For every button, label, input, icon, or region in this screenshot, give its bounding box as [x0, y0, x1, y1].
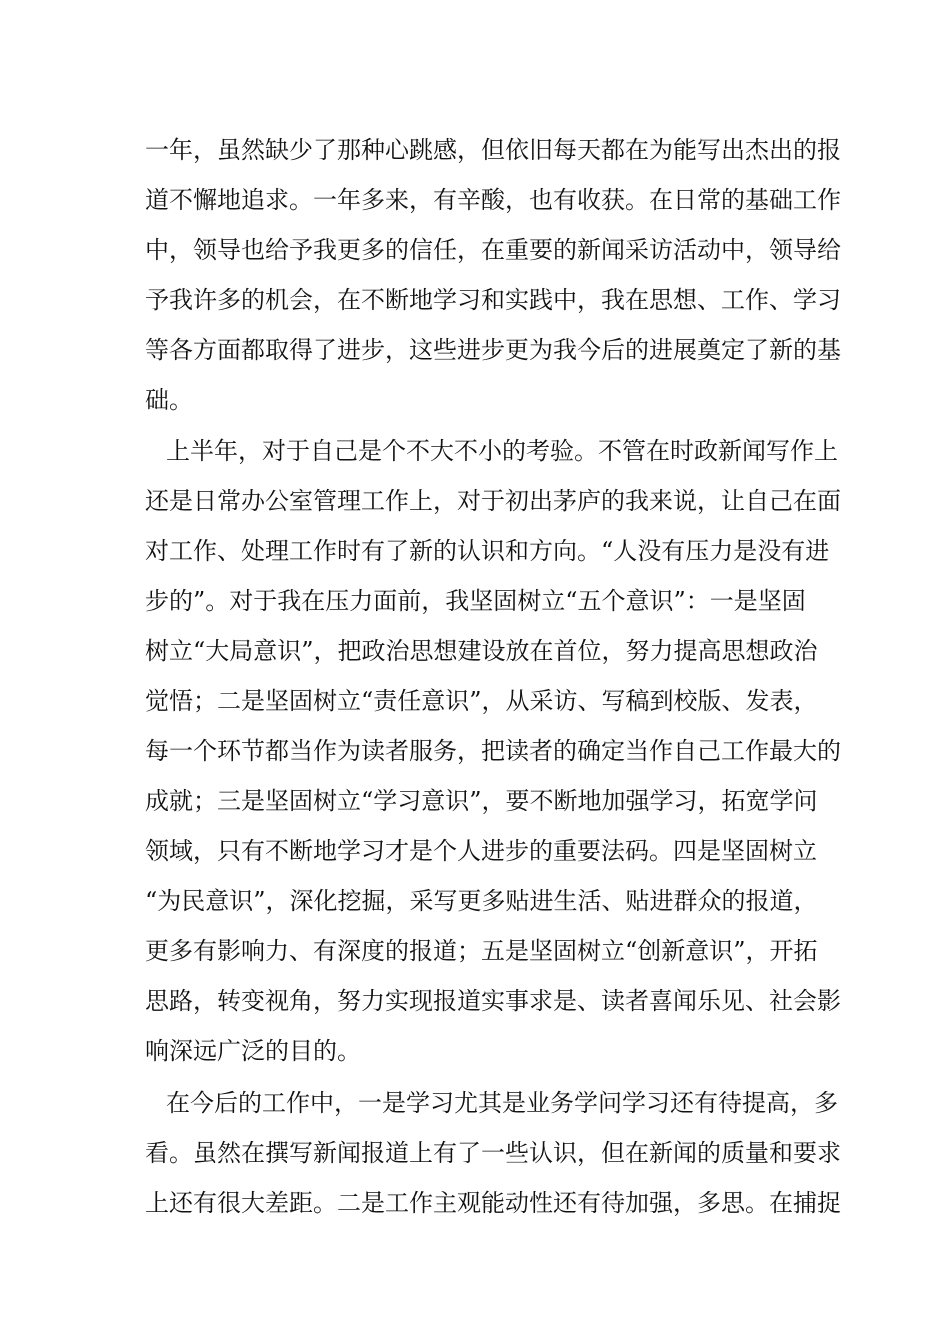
paragraph-first-line: 在今后的工作中，一是学习尤其是业务学问学习还有待提高，多: [166, 1089, 838, 1117]
text-line: 更多有影响力、有深度的报道；五是坚固树立“创新意识”，开拓: [145, 937, 818, 965]
text-line: 上还有很大差距。二是工作主观能动性还有待加强，多思。在捕捉: [145, 1189, 841, 1217]
paragraph-first-line: 上半年，对于自己是个不大不小的考验。不管在时政新闻写作上: [166, 437, 838, 465]
text-line: 每一个环节都当作为读者服务，把读者的确定当作自己工作最大的: [145, 737, 841, 765]
text-line: 对工作、处理工作时有了新的认识和方向。“人没有压力是没有进: [145, 537, 830, 565]
text-line: 领域，只有不断地学习才是个人进步的重要法码。四是坚固树立: [145, 837, 817, 865]
text-line: “为民意识”，深化挖掘，采写更多贴进生活、贴进群众的报道，: [145, 887, 818, 915]
text-line: 础。: [145, 386, 193, 414]
text-line: 响深远广泛的目的。: [145, 1037, 361, 1065]
text-line: 思路，转变视角，努力实现报道实事求是、读者喜闻乐见、社会影: [145, 987, 841, 1015]
text-line: 看。虽然在撰写新闻报道上有了一些认识，但在新闻的质量和要求: [145, 1139, 841, 1167]
text-line: 等各方面都取得了进步，这些进步更为我今后的进展奠定了新的基: [145, 336, 841, 364]
text-line: 一年，虽然缺少了那种心跳感，但依旧每天都在为能写出杰出的报: [145, 136, 841, 164]
text-line: 道不懈地追求。一年多来，有辛酸，也有收获。在日常的基础工作: [145, 186, 841, 214]
text-line: 成就；三是坚固树立“学习意识”，要不断地加强学习，拓宽学问: [145, 787, 818, 815]
text-line: 觉悟；二是坚固树立“责任意识”，从采访、写稿到校版、发表，: [145, 687, 818, 715]
text-line: 步的”。对于我在压力面前，我坚固树立“五个意识”：一是坚固: [145, 587, 806, 615]
text-line: 予我许多的机会，在不断地学习和实践中，我在思想、工作、学习: [145, 286, 841, 314]
text-line: 树立“大局意识”，把政治思想建设放在首位，努力提高思想政治: [145, 637, 818, 665]
text-line: 中，领导也给予我更多的信任，在重要的新闻采访活动中，领导给: [145, 236, 841, 264]
text-line: 还是日常办公室管理工作上，对于初出茅庐的我来说，让自己在面: [145, 487, 841, 515]
